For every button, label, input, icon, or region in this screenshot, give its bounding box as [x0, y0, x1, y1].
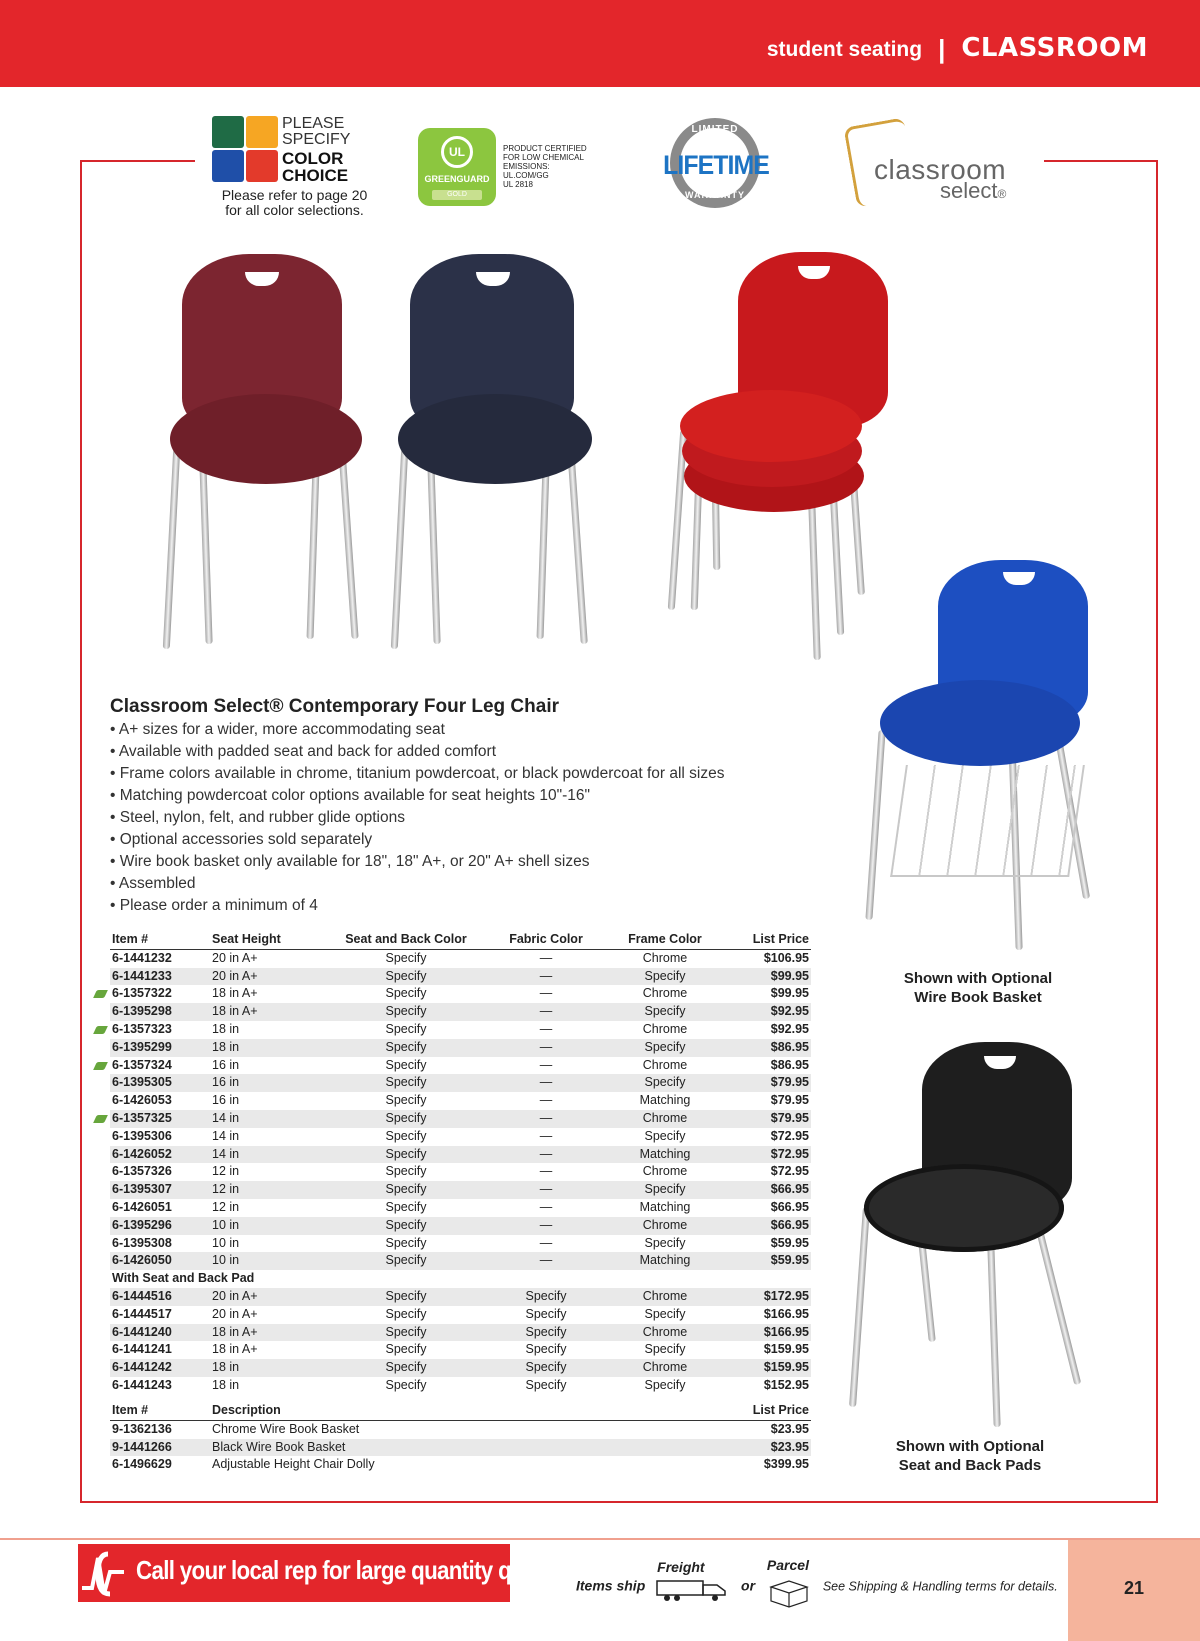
seat-back-color: Specify [342, 1341, 470, 1359]
list-price: $66.95 [708, 1181, 811, 1199]
list-price: $79.95 [708, 1074, 811, 1092]
item-number-text: 6-1357322 [112, 986, 172, 1001]
gg-line: UL 2818 [503, 180, 533, 189]
gg-line: UL.COM/GG [503, 171, 549, 180]
list-price: $72.95 [708, 1163, 811, 1181]
pads-caption [870, 1437, 1070, 1475]
item-number [110, 1057, 210, 1075]
column-header: Fabric Color [470, 931, 622, 949]
fabric-color: — [470, 1074, 622, 1092]
frame-color: Chrome [622, 1163, 708, 1181]
frame-top-right [1044, 160, 1158, 162]
eco-leaf-wrapper [112, 1111, 172, 1125]
list-price: $72.95 [708, 1128, 811, 1146]
or-label: or [741, 1577, 756, 1594]
seat-height: 18 in A+ [210, 1003, 342, 1021]
freight-truck-icon [655, 1559, 731, 1601]
column-header: Seat and Back Color [342, 931, 470, 949]
feature-item: • Frame colors available in chrome, titanium powdercoat, or black powdercoat for all sizes [110, 765, 725, 782]
seat-height: 20 in A+ [210, 949, 342, 967]
column-header: Item # [110, 1402, 210, 1420]
item-number-text: 6-1357323 [112, 1021, 172, 1036]
frame-color: Specify [622, 1003, 708, 1021]
item-number: 9-1362136 [110, 1420, 210, 1438]
ul-mark-icon: UL [441, 136, 473, 168]
maroon-chair-image [160, 254, 375, 664]
chair-leg [849, 1207, 870, 1407]
frame-color: Chrome [622, 985, 708, 1003]
table-row [110, 1181, 811, 1199]
list-price: $23.95 [651, 1420, 811, 1438]
fabric-color: — [470, 968, 622, 986]
gg-line: EMISSIONS: [503, 162, 550, 171]
seat-back-color: Specify [342, 1359, 470, 1377]
seat-back-color: Specify [342, 1377, 470, 1395]
frame-color: Chrome [622, 1324, 708, 1342]
accessories-table [110, 1402, 811, 1474]
chair-leg [567, 449, 588, 644]
chair-seat [398, 394, 592, 484]
table-row [110, 1217, 811, 1235]
eco-leaf-wrapper [112, 1058, 172, 1072]
seat-back-color: Specify [342, 1199, 470, 1217]
item-number: 6-1395299 [110, 1039, 210, 1057]
quantity-quote-banner[interactable] [78, 1544, 573, 1602]
specify-line: SPECIFY [282, 131, 351, 148]
fabric-color: — [470, 1128, 622, 1146]
fabric-color: — [470, 949, 622, 967]
table-row [110, 1110, 811, 1128]
choice-line: CHOICE [282, 166, 349, 185]
seat-back-color: Specify [342, 1235, 470, 1253]
frame-color: Specify [622, 1074, 708, 1092]
feature-list [110, 719, 725, 917]
table-row [110, 1057, 811, 1075]
list-price: $59.95 [708, 1235, 811, 1253]
list-price: $166.95 [708, 1324, 811, 1342]
seat-height: 16 in [210, 1074, 342, 1092]
item-number-text: 6-1357325 [112, 1110, 172, 1125]
feature-item: • A+ sizes for a wider, more accommodating seat [110, 721, 445, 738]
chair-leg [338, 449, 358, 639]
item-number: 6-1426053 [110, 1092, 210, 1110]
blue-chair-with-basket-image [858, 560, 1120, 960]
greenguard-level: GOLD [432, 190, 482, 200]
frame-color: Chrome [622, 949, 708, 967]
item-number: 6-1395298 [110, 1003, 210, 1021]
item-number [110, 1110, 210, 1128]
table-row [110, 1128, 811, 1146]
item-number: 6-1496629 [110, 1456, 210, 1474]
seat-height: 12 in [210, 1163, 342, 1181]
subsection-label: student seating [766, 38, 923, 61]
item-number: 6-1426051 [110, 1199, 210, 1217]
seat-height: 18 in [210, 1377, 342, 1395]
seat-back-color: Specify [342, 1057, 470, 1075]
description: Adjustable Height Chair Dolly [210, 1456, 651, 1474]
item-number: 6-1426052 [110, 1146, 210, 1164]
frame-color: Chrome [622, 1021, 708, 1039]
table-row [110, 1359, 811, 1377]
list-price: $172.95 [708, 1288, 811, 1306]
list-price: $159.95 [708, 1359, 811, 1377]
fabric-color: — [470, 1039, 622, 1057]
parcel-label: Parcel [766, 1557, 809, 1573]
feature-item: • Optional accessories sold separately [110, 831, 373, 848]
logo-select: select [940, 178, 998, 203]
seat-height: 20 in A+ [210, 968, 342, 986]
item-number: 6-1395307 [110, 1181, 210, 1199]
frame-color: Specify [622, 1341, 708, 1359]
item-number: 6-1441240 [110, 1324, 210, 1342]
item-number: 6-1441242 [110, 1359, 210, 1377]
seat-height: 12 in [210, 1199, 342, 1217]
item-number-text: 6-1357324 [112, 1057, 172, 1072]
pad-section-row [110, 1270, 811, 1288]
table-row [110, 1306, 811, 1324]
fabric-color: — [470, 1199, 622, 1217]
accessory-row [110, 1439, 811, 1457]
table-row [110, 1163, 811, 1181]
seat-back-color: Specify [342, 1324, 470, 1342]
fabric-color: — [470, 1217, 622, 1235]
table-row [110, 1074, 811, 1092]
seat-back-color: Specify [342, 949, 470, 967]
column-header: Frame Color [622, 931, 708, 949]
list-price: $66.95 [708, 1199, 811, 1217]
table-row [110, 1288, 811, 1306]
table-row [110, 1377, 811, 1395]
list-price: $92.95 [708, 1003, 811, 1021]
seat-back-color: Specify [342, 1181, 470, 1199]
chair-price-table-body [110, 931, 811, 1395]
caption-line: Seat and Back Pads [898, 1457, 1042, 1474]
header-separator: | [938, 34, 946, 64]
column-header: Description [210, 1402, 651, 1420]
list-price: $86.95 [708, 1039, 811, 1057]
chair-seat [880, 680, 1080, 766]
column-header: Seat Height [210, 931, 342, 949]
seat-back-color: Specify [342, 1306, 470, 1324]
seat-height: 20 in A+ [210, 1306, 342, 1324]
fabric-color: — [470, 1110, 622, 1128]
list-price: $92.95 [708, 1021, 811, 1039]
warranty-limited: LIMITED [691, 124, 739, 135]
fabric-color: — [470, 1092, 622, 1110]
caption-line: Shown with Optional [903, 970, 1053, 987]
fabric-color: — [470, 985, 622, 1003]
feature-item: • Assembled [110, 875, 196, 892]
seat-height: 18 in [210, 1021, 342, 1039]
seat-height: 16 in [210, 1092, 342, 1110]
chair-seat-pad [864, 1164, 1064, 1252]
seat-back-color: Specify [342, 1110, 470, 1128]
description: Chrome Wire Book Basket [210, 1420, 651, 1438]
feature-item: • Available with padded seat and back for added comfort [110, 743, 497, 760]
fabric-color: — [470, 1252, 622, 1270]
navy-chair-image [388, 254, 603, 664]
frame-top-left [80, 160, 195, 162]
frame-color: Chrome [622, 1288, 708, 1306]
seat-height: 14 in [210, 1128, 342, 1146]
fabric-color: — [470, 1003, 622, 1021]
seat-height: 20 in A+ [210, 1288, 342, 1306]
item-number: 6-1444517 [110, 1306, 210, 1324]
freight-label: Freight [657, 1559, 705, 1575]
fabric-color: — [470, 1163, 622, 1181]
fabric-color: Specify [470, 1341, 622, 1359]
fabric-color: — [470, 1146, 622, 1164]
list-price: $79.95 [708, 1092, 811, 1110]
item-number: 6-1395306 [110, 1128, 210, 1146]
frame-color: Chrome [622, 1110, 708, 1128]
column-header: List Price [708, 931, 811, 949]
warranty-label: WARRANTY [685, 190, 745, 200]
item-number: 6-1357326 [110, 1163, 210, 1181]
chair-seat [170, 394, 362, 484]
frame-color: Chrome [622, 1217, 708, 1235]
shipping-info [576, 1557, 1058, 1605]
chair-price-table [110, 931, 811, 1395]
seat-height: 14 in [210, 1146, 342, 1164]
table-row [110, 1235, 811, 1253]
seat-back-color: Specify [342, 1021, 470, 1039]
color-swatches [212, 116, 278, 182]
list-price: $399.95 [651, 1456, 811, 1474]
frame-color: Specify [622, 1235, 708, 1253]
item-number: 6-1441243 [110, 1377, 210, 1395]
color-choice-badge [212, 116, 372, 224]
seat-back-color: Specify [342, 1252, 470, 1270]
section-title [767, 32, 1148, 63]
list-price: $66.95 [708, 1217, 811, 1235]
items-ship-label: Items ship [576, 1577, 646, 1594]
fabric-color: Specify [470, 1288, 622, 1306]
shipping-terms-note: See Shipping & Handling terms for details. [822, 1579, 1058, 1594]
list-price: $99.95 [708, 985, 811, 1003]
list-price: $86.95 [708, 1057, 811, 1075]
fabric-color: Specify [470, 1306, 622, 1324]
list-price: $79.95 [708, 1110, 811, 1128]
seat-back-color: Specify [342, 1146, 470, 1164]
please-line: PLEASE [282, 115, 345, 132]
parcel-box-icon [765, 1557, 813, 1605]
table-row [110, 1092, 811, 1110]
item-number: 6-1441241 [110, 1341, 210, 1359]
chair-leg [163, 449, 180, 649]
table-row [110, 949, 811, 967]
table-row [110, 1146, 811, 1164]
fabric-color: Specify [470, 1377, 622, 1395]
fabric-color: Specify [470, 1324, 622, 1342]
seat-height: 18 in [210, 1039, 342, 1057]
table-row [110, 1039, 811, 1057]
item-number: 6-1444516 [110, 1288, 210, 1306]
fabric-color: Specify [470, 1359, 622, 1377]
seat-back-color: Specify [342, 1217, 470, 1235]
swatch-orange [246, 116, 278, 148]
frame-color: Specify [622, 1039, 708, 1057]
table-row [110, 1021, 811, 1039]
list-price: $159.95 [708, 1341, 811, 1359]
item-number: 6-1395296 [110, 1217, 210, 1235]
accessories-table-body [110, 1402, 811, 1474]
header-bar [0, 0, 1200, 87]
logo-line-1: classroom [874, 154, 1007, 185]
table-row [110, 968, 811, 986]
feature-item: • Wire book basket only available for 18", 18" A+, or 20" A+ shell sizes [110, 853, 590, 870]
logo-line-2 [940, 178, 1006, 204]
please-specify-text [282, 116, 350, 148]
greenguard-badge [418, 128, 598, 208]
frame-color: Specify [622, 968, 708, 986]
seat-height: 18 in A+ [210, 985, 342, 1003]
seat-height: 18 in [210, 1359, 342, 1377]
gg-line: FOR LOW CHEMICAL [503, 153, 584, 162]
column-header: Item # [110, 931, 210, 949]
seat-back-color: Specify [342, 1163, 470, 1181]
item-number [110, 985, 210, 1003]
color-choice-text [282, 150, 348, 184]
seat-back-color: Specify [342, 1074, 470, 1092]
black-chair-with-pads-image [842, 1042, 1102, 1437]
warranty-lifetime: LIFETIME [663, 150, 769, 180]
table-header-row [110, 931, 811, 949]
seat-height: 10 in [210, 1252, 342, 1270]
table-row [110, 1003, 811, 1021]
wire-book-basket [890, 765, 1085, 877]
frame-color: Matching [622, 1199, 708, 1217]
seat-back-color: Specify [342, 985, 470, 1003]
list-price: $59.95 [708, 1252, 811, 1270]
section-label: CLASSROOM [961, 33, 1148, 63]
product-title: Classroom Select® Contemporary Four Leg Chair [110, 696, 559, 717]
seat-back-color: Specify [342, 1003, 470, 1021]
logo-reg-mark: ® [997, 187, 1007, 201]
seat-back-color: Specify [342, 1092, 470, 1110]
seat-back-color: Specify [342, 1128, 470, 1146]
gg-line: PRODUCT CERTIFIED [503, 144, 587, 153]
page-number: 21 [1123, 1578, 1145, 1598]
basket-caption [878, 969, 1078, 1007]
feature-item: • Steel, nylon, felt, and rubber glide options [110, 809, 405, 826]
table-header-row [110, 1402, 811, 1420]
color-line: COLOR [282, 149, 344, 168]
table-row [110, 1199, 811, 1217]
swatch-blue [212, 150, 244, 182]
seat-back-color: Specify [342, 1288, 470, 1306]
seat-back-color: Specify [342, 968, 470, 986]
chair-leg [391, 449, 408, 649]
list-price: $72.95 [708, 1146, 811, 1164]
pad-section-label: With Seat and Back Pad [110, 1270, 811, 1288]
eco-leaf-wrapper [112, 1022, 172, 1036]
seat-back-color: Specify [342, 1039, 470, 1057]
list-price: $106.95 [708, 949, 811, 967]
frame-color: Matching [622, 1146, 708, 1164]
seat-height: 10 in [210, 1235, 342, 1253]
accessory-row [110, 1420, 811, 1438]
chair-seat [680, 390, 862, 462]
item-number: 9-1441266 [110, 1439, 210, 1457]
feature-item: • Please order a minimum of 4 [110, 897, 318, 914]
seat-height: 10 in [210, 1217, 342, 1235]
list-price: $99.95 [708, 968, 811, 986]
seat-height: 16 in [210, 1057, 342, 1075]
frame-color: Specify [622, 1377, 708, 1395]
item-number: 6-1395308 [110, 1235, 210, 1253]
fabric-color: — [470, 1235, 622, 1253]
lifetime-warranty-badge [656, 118, 776, 210]
accessory-row [110, 1456, 811, 1474]
cta-text: Call your local rep for large quantity quotes. [136, 1555, 573, 1585]
column-header: List Price [651, 1402, 811, 1420]
seat-height: 18 in A+ [210, 1341, 342, 1359]
fabric-color: — [470, 1057, 622, 1075]
frame-color: Chrome [622, 1057, 708, 1075]
item-number: 6-1441232 [110, 949, 210, 967]
seat-height: 14 in [210, 1110, 342, 1128]
table-row [110, 1324, 811, 1342]
item-number: 6-1426050 [110, 1252, 210, 1270]
list-price: $23.95 [651, 1439, 811, 1457]
caption-line: Wire Book Basket [914, 989, 1042, 1006]
table-row [110, 985, 811, 1003]
classroom-select-logo [850, 122, 1030, 212]
seat-height: 18 in A+ [210, 1324, 342, 1342]
frame-color: Matching [622, 1092, 708, 1110]
fabric-color: — [470, 1181, 622, 1199]
seat-height: 12 in [210, 1181, 342, 1199]
greenguard-name: GREENGUARD [424, 174, 490, 184]
frame-color: Specify [622, 1181, 708, 1199]
swatch-red [246, 150, 278, 182]
caption-line: Shown with Optional [895, 1438, 1045, 1455]
table-row [110, 1252, 811, 1270]
list-price: $166.95 [708, 1306, 811, 1324]
greenguard-certification-text [503, 144, 599, 189]
frame-color: Chrome [622, 1359, 708, 1377]
frame-color: Specify [622, 1306, 708, 1324]
list-price: $152.95 [708, 1377, 811, 1395]
table-row [110, 1341, 811, 1359]
frame-color: Matching [622, 1252, 708, 1270]
item-number: 6-1441233 [110, 968, 210, 986]
feature-item: • Matching powdercoat color options available for seat heights 10"-16" [110, 787, 590, 804]
color-refer-note: Please refer to page 20 for all color selections. [221, 187, 368, 218]
rep-logo-icon [78, 1548, 128, 1600]
description: Black Wire Book Basket [210, 1439, 651, 1457]
frame-color: Specify [622, 1128, 708, 1146]
item-number [110, 1021, 210, 1039]
chair-leg [865, 730, 885, 920]
item-number: 6-1395305 [110, 1074, 210, 1092]
greenguard-logo [418, 128, 496, 206]
fabric-color: — [470, 1021, 622, 1039]
footer-divider [0, 1538, 1200, 1540]
swatch-green [212, 116, 244, 148]
eco-leaf-wrapper [112, 986, 172, 1000]
